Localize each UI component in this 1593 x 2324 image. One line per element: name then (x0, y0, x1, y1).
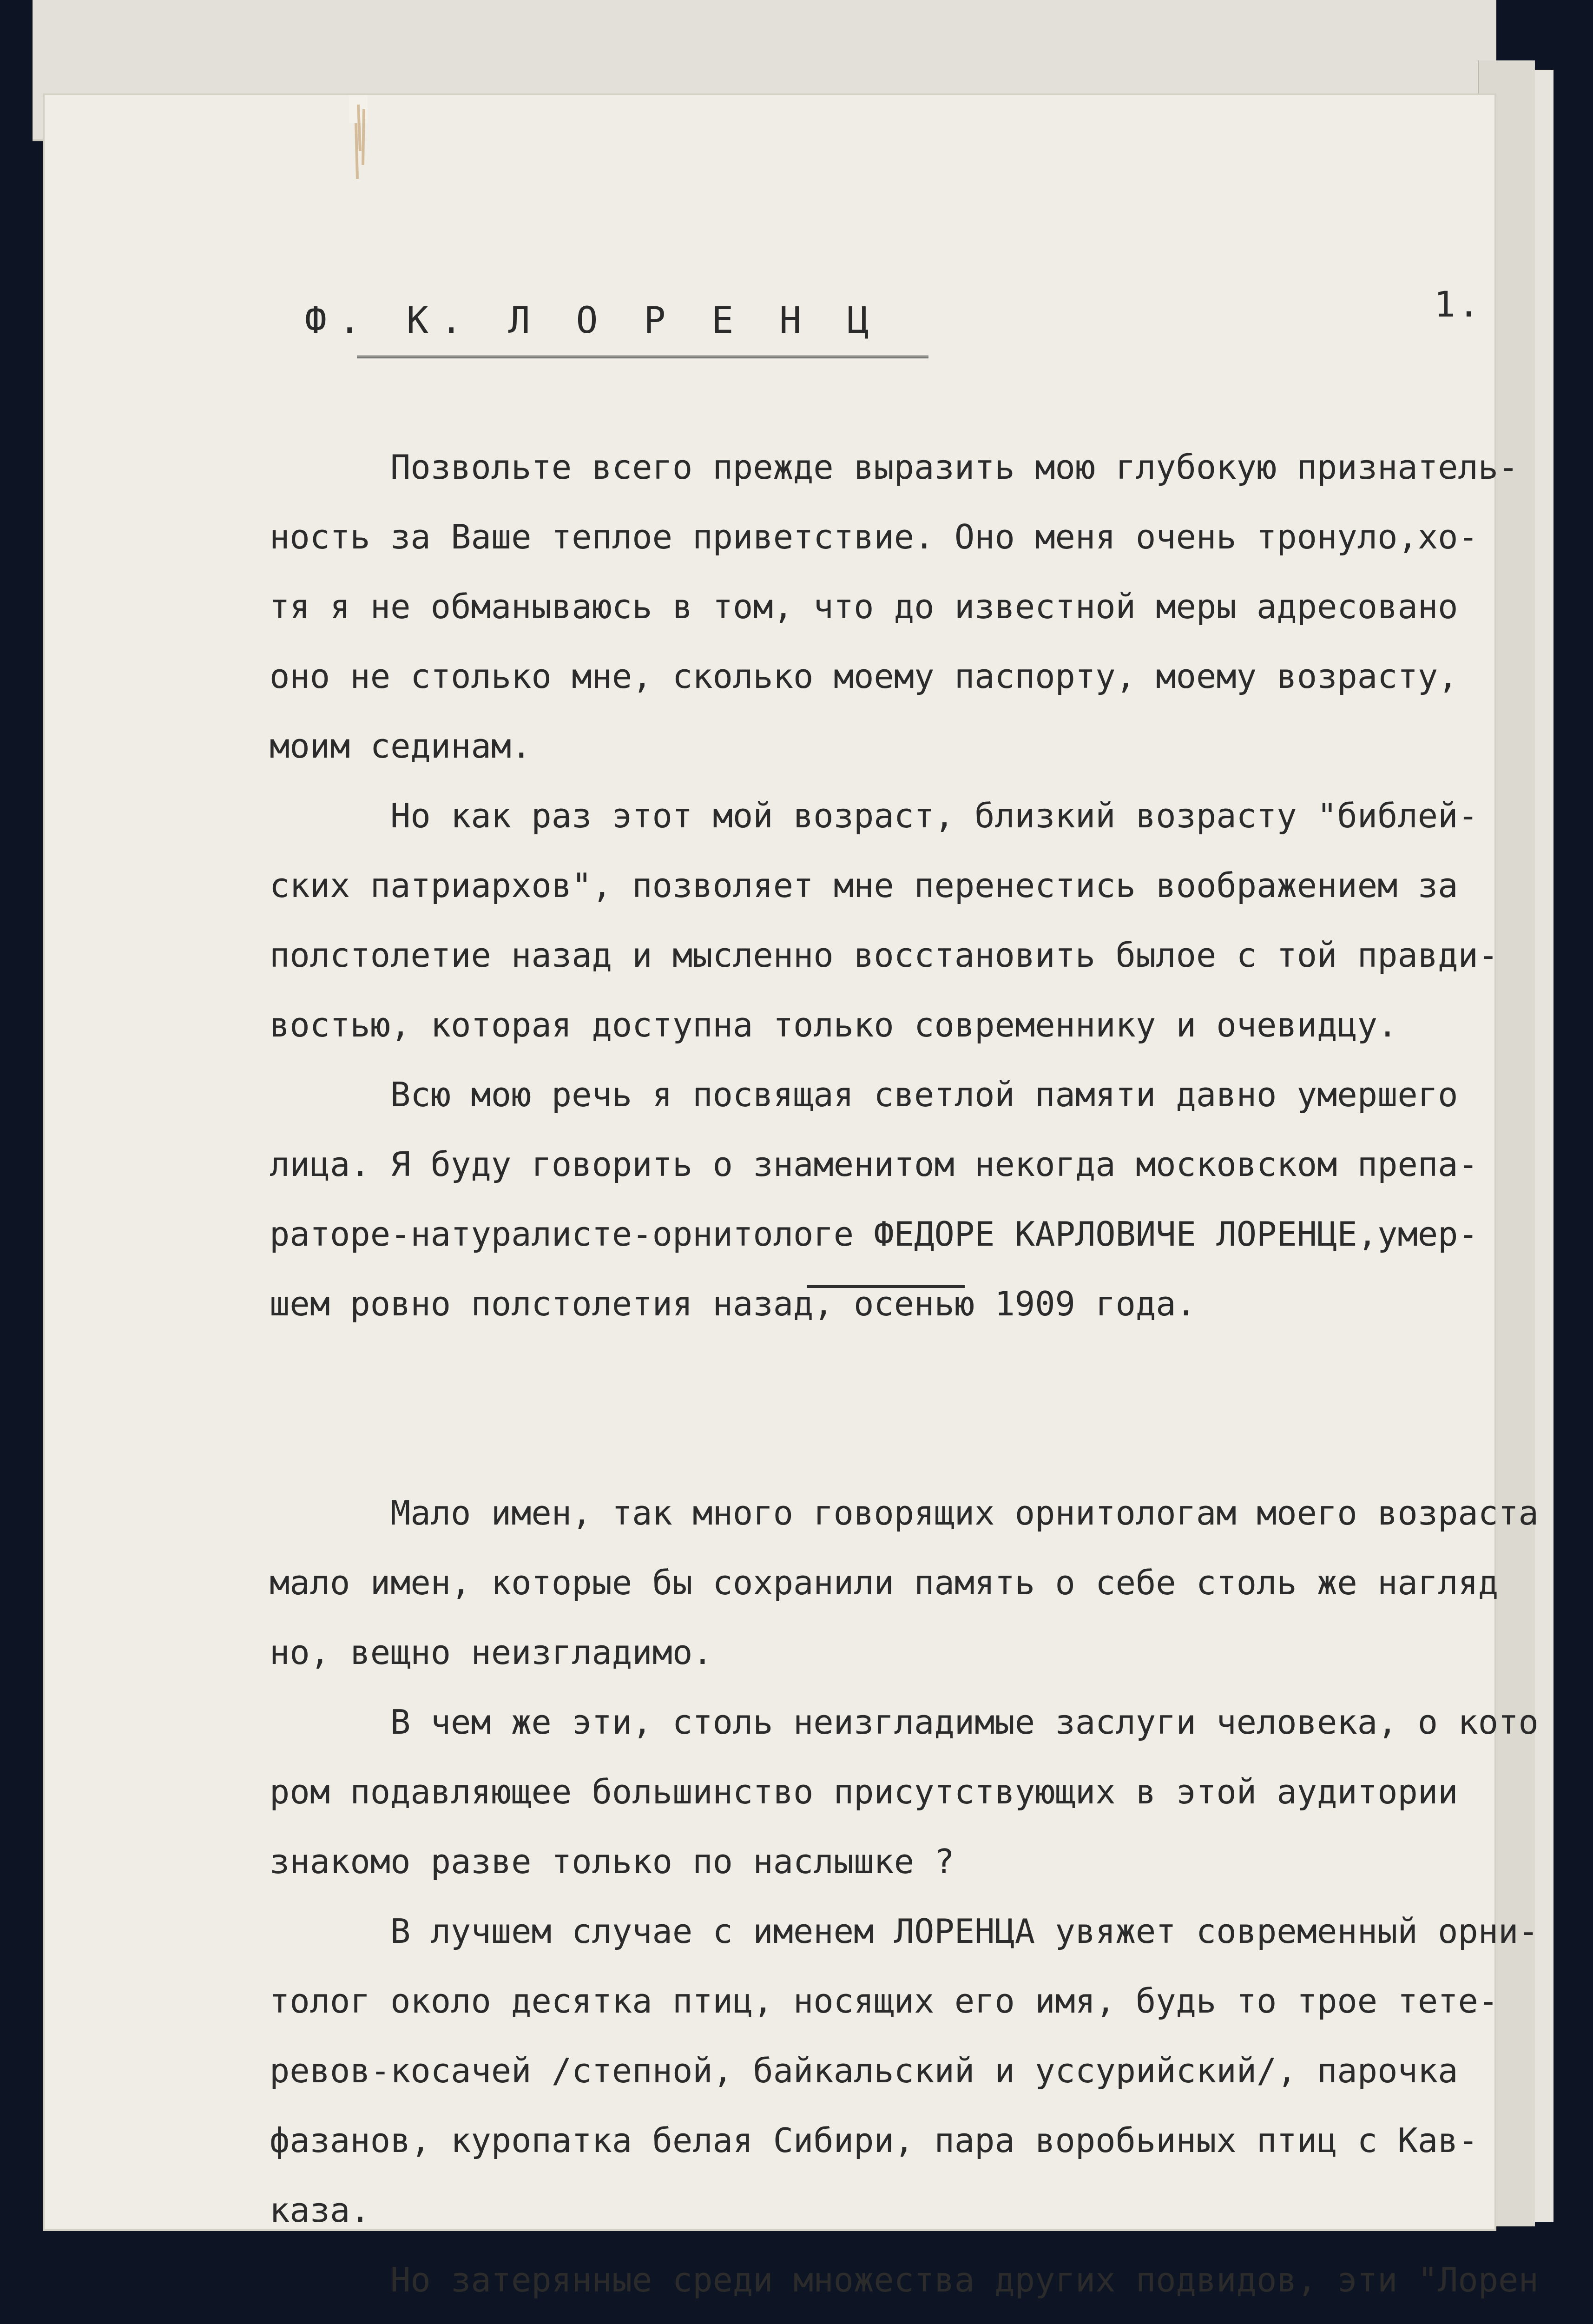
text-line: ских патриархов", позволяет мне перенестись воображением за (270, 866, 1458, 905)
typewritten-page (45, 95, 1539, 2299)
document-title: Ф. К. Л О Р Е Н Ц (304, 300, 882, 342)
title-container (45, 300, 1494, 342)
text-line: Всю мою речь я посвящая светлой памяти давно умершего (390, 1075, 1458, 1114)
divider-spacer (270, 1339, 1473, 1408)
text-line: оно не столько мне, сколько моему паспорту, моему возрасту, (270, 657, 1458, 696)
text-line: В чем же эти, столь неизгладимые заслуги человека, о кото (390, 1703, 1539, 1742)
text-line: толог около десятка птиц, носящих его имя, будь то трое тете- (270, 1981, 1499, 2020)
text-line: востью, которая доступна только современнику и очевидцу. (270, 1005, 1398, 1044)
text-line: мало имен, которые бы сохранили память о себе столь же нагляд (270, 1563, 1499, 1602)
text-line: Но как раз этот мой возраст, близкий возрасту "библей- (390, 796, 1478, 835)
text-line: лица. Я буду говорить о знаменитом некогда московском препа- (270, 1145, 1478, 1184)
text-line: каза. (270, 2191, 370, 2230)
text-line: знакомо разве только по наслышке ? (270, 1842, 954, 1881)
text-line: тя я не обманываюсь в том, что до известной меры адресовано (270, 587, 1458, 626)
title-underline (357, 356, 928, 358)
divider-spacer (270, 1408, 1473, 1478)
text-line: полстолетие назад и мысленно восстановить былое с той правди- (270, 936, 1499, 975)
text-line: В лучшем случае с именем ЛОРЕНЦА увяжет современный орни- (390, 1912, 1539, 1951)
staple-rust-mark (330, 95, 395, 198)
text-line (270, 2315, 1473, 2324)
text-line: но, вещно неизгладимо. (270, 1633, 713, 1672)
text-line: шем ровно полстолетия назад, осенью 1909 года. (270, 1284, 1196, 1323)
text-line: ность за Ваше теплое приветствие. Оно меня очень тронуло,хо- (270, 517, 1478, 556)
text-line: Позвольте всего прежде выразить мою глубокую признатель- (390, 448, 1519, 487)
page-number: 1. (1434, 284, 1482, 325)
text-line: моим сединам. (270, 726, 532, 766)
text-line: ревов-косачей /степной, байкальский и уссурийский/, парочка (270, 2051, 1458, 2090)
text-line: Мало имен, так много говорящих орнитологам моего возраста (390, 1493, 1539, 1532)
text-line: Но затерянные среди множества других подвидов, эти "Лорен (390, 2260, 1539, 2299)
text-line: раторе-натуралисте-орнитологе ФЕДОРЕ КАРЛОВИЧЕ ЛОРЕНЦЕ,умер- (270, 1215, 1478, 1254)
section-divider (807, 1285, 965, 1288)
text-line: ром подавляющее большинство присутствующих в этой аудитории (270, 1772, 1458, 1811)
document-body (270, 432, 1539, 2324)
text-line: фазанов, куропатка белая Сибири, пара воробьиных птиц с Кав- (270, 2121, 1478, 2160)
